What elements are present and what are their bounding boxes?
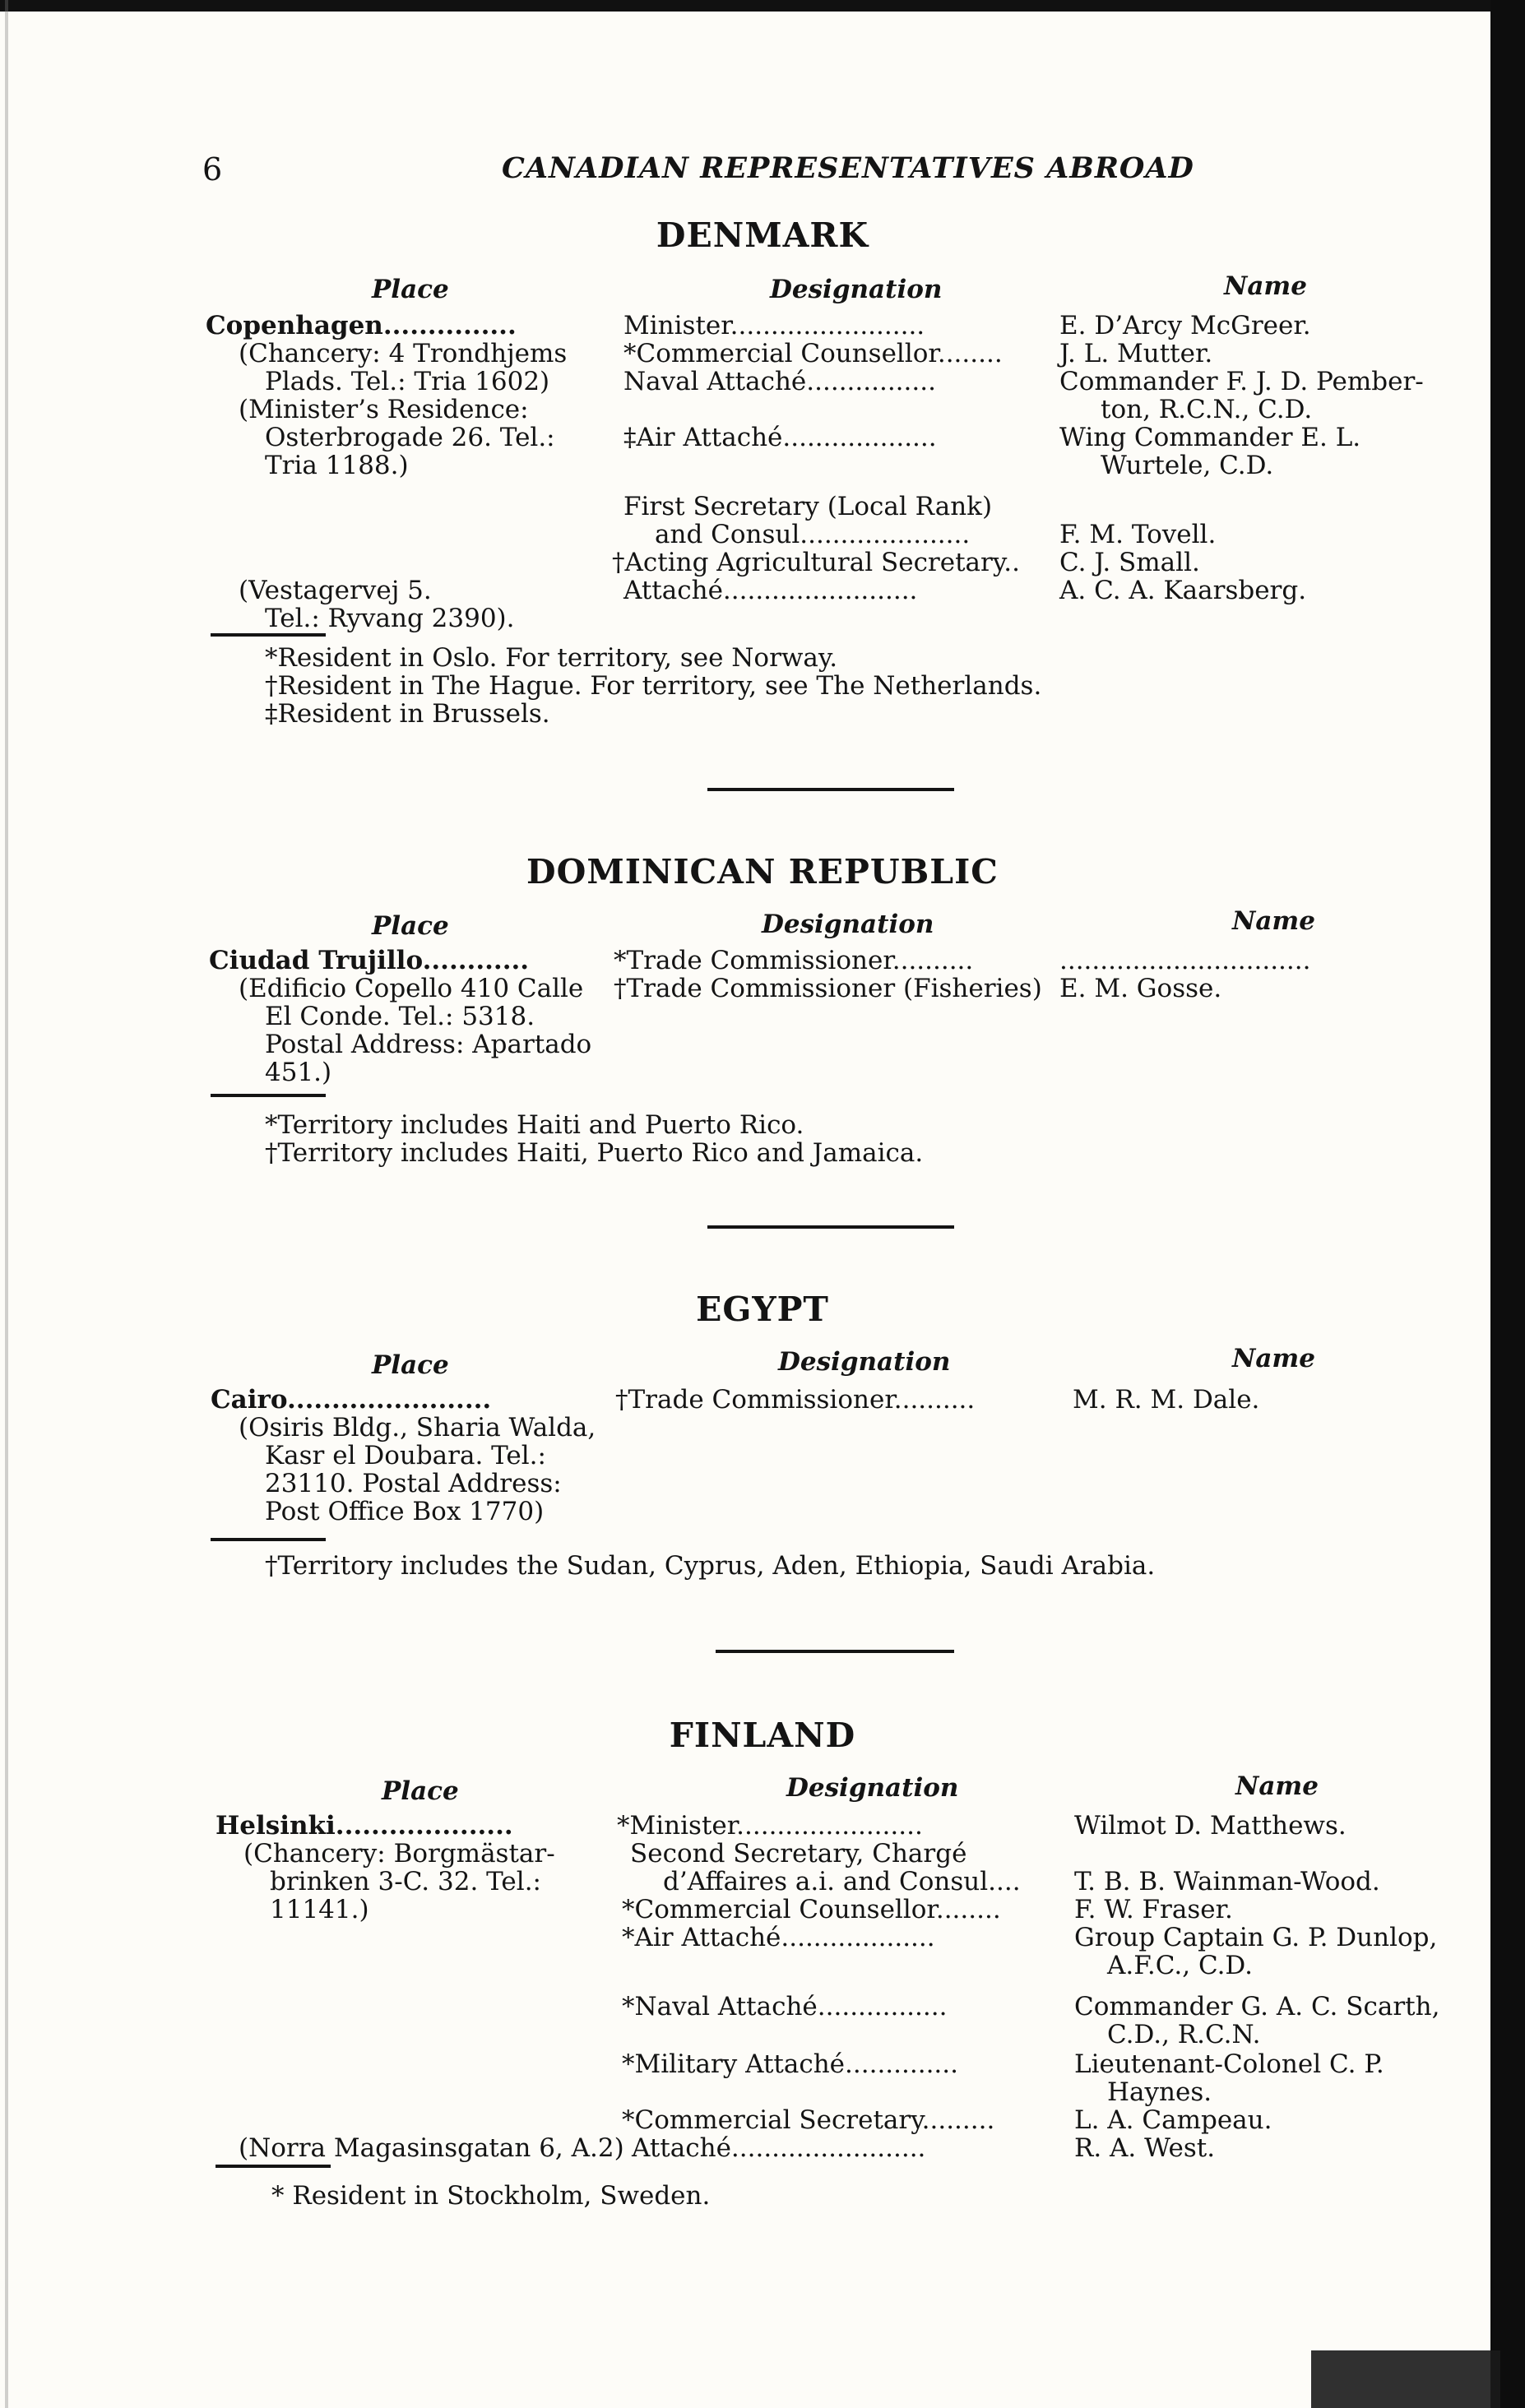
name-cell: T. B. B. Wainman-Wood.	[1074, 1867, 1380, 1896]
name-cell: ton, R.C.N., C.D.	[1101, 395, 1313, 424]
name-cell: A. C. A. Kaarsberg.	[1059, 576, 1307, 605]
footnote: ‡Resident in Brussels.	[265, 699, 550, 729]
designation-cell: First Secretary (Local Rank)	[623, 492, 993, 521]
column-header-name: Name	[1232, 906, 1315, 936]
section-divider	[707, 1225, 954, 1229]
designation-cell: Second Secretary, Chargé	[630, 1839, 967, 1869]
place-cell: brinken 3-C. 32. Tel.:	[270, 1867, 541, 1896]
name-cell: Commander G. A. C. Scarth,	[1074, 1992, 1440, 2021]
designation-cell: Naval Attaché................	[623, 367, 936, 396]
name-cell: Lieutenant-Colonel C. P.	[1074, 2049, 1384, 2079]
designation-cell: *Commercial Counsellor........	[622, 1895, 1001, 1924]
column-header-place: Place	[372, 911, 449, 941]
designation-cell: †Trade Commissioner..........	[615, 1385, 976, 1415]
place-cell: Postal Address: Apartado	[265, 1030, 592, 1059]
place-cell: Osterbrogade 26. Tel.:	[265, 423, 555, 452]
designation-cell: *Military Attaché..............	[622, 2049, 958, 2079]
column-header-designation: Designation	[762, 910, 934, 939]
footnote: * Resident in Stockholm, Sweden.	[271, 2181, 711, 2211]
place-cell: (Chancery: Borgmästar-	[243, 1839, 555, 1869]
name-cell: ...............................	[1059, 946, 1311, 975]
footnote-rule	[211, 1094, 326, 1097]
designation-cell: Minister........................	[623, 311, 925, 340]
name-cell: C.D., R.C.N.	[1107, 2020, 1261, 2049]
footnote-rule	[211, 633, 326, 637]
place-cell: Post Office Box 1770)	[265, 1497, 545, 1526]
place-cell: (Minister’s Residence:	[239, 395, 529, 424]
place-cell: Kasr el Doubara. Tel.:	[265, 1441, 546, 1470]
page-number: 6	[202, 151, 223, 188]
designation-cell: †Acting Agricultural Secretary..	[612, 548, 1020, 577]
place-cell: Copenhagen...............	[206, 311, 517, 340]
column-header-designation: Designation	[770, 275, 943, 304]
name-cell: F. W. Fraser.	[1074, 1895, 1233, 1924]
column-header-place: Place	[372, 1350, 449, 1380]
column-header-name: Name	[1224, 271, 1307, 301]
designation-cell: †Trade Commissioner (Fisheries)	[614, 974, 1042, 1003]
column-header-designation: Designation	[778, 1347, 951, 1377]
country-heading: EGYPT	[696, 1290, 829, 1329]
place-cell: Ciudad Trujillo............	[209, 946, 530, 975]
column-header-name: Name	[1235, 1771, 1319, 1801]
designation-cell: *Naval Attaché................	[622, 1992, 948, 2021]
name-cell: Commander F. J. D. Pember-	[1059, 367, 1424, 396]
name-cell: Haynes.	[1107, 2077, 1212, 2107]
column-header-designation: Designation	[786, 1773, 959, 1803]
scan-left-edge	[5, 0, 8, 2408]
footnote: †Territory includes the Sudan, Cyprus, Aden, Ethiopia, Saudi Arabia.	[265, 1551, 1156, 1581]
scan-right-border	[1490, 0, 1525, 2408]
section-divider	[716, 1650, 954, 1653]
place-cell: Helsinki....................	[216, 1811, 513, 1841]
designation-cell: Attaché........................	[632, 2133, 926, 2163]
name-cell: Group Captain G. P. Dunlop,	[1074, 1923, 1438, 1952]
place-cell: 11141.)	[270, 1895, 369, 1924]
country-heading: DOMINICAN REPUBLIC	[526, 852, 999, 891]
name-cell: R. A. West.	[1074, 2133, 1216, 2163]
column-header-name: Name	[1232, 1344, 1315, 1373]
column-header-place: Place	[372, 275, 449, 304]
footnote: †Resident in The Hague. For territory, see The Netherlands.	[265, 671, 1042, 701]
footnote-rule	[216, 2165, 331, 2168]
running-title: CANADIAN REPRESENTATIVES ABROAD	[502, 151, 1194, 185]
footnote: *Territory includes Haiti and Puerto Rico.	[265, 1110, 804, 1140]
name-cell: L. A. Campeau.	[1074, 2105, 1272, 2135]
footnote-rule	[211, 1538, 326, 1541]
country-heading: FINLAND	[669, 1716, 856, 1755]
name-cell: A.F.C., C.D.	[1107, 1951, 1254, 1980]
designation-cell: *Trade Commissioner..........	[614, 946, 974, 975]
place-cell: Plads. Tel.: Tria 1602)	[265, 367, 550, 396]
designation-cell: *Commercial Secretary.........	[622, 2105, 995, 2135]
designation-cell: and Consul.....................	[655, 520, 971, 549]
name-cell: E. D’Arcy McGreer.	[1059, 311, 1311, 340]
place-cell: Tria 1188.)	[265, 451, 409, 480]
name-cell: C. J. Small.	[1059, 548, 1200, 577]
place-cell: 23110. Postal Address:	[265, 1469, 562, 1498]
designation-cell: Attaché........................	[623, 576, 918, 605]
place-cell: El Conde. Tel.: 5318.	[265, 1002, 535, 1031]
place-cell: Tel.: Ryvang 2390).	[265, 604, 515, 633]
place-cell: (Chancery: 4 Trondhjems	[239, 339, 568, 368]
name-cell: Wurtele, C.D.	[1101, 451, 1274, 480]
name-cell: E. M. Gosse.	[1059, 974, 1222, 1003]
place-cell: (Vestagervej 5.	[239, 576, 432, 605]
designation-cell: *Commercial Counsellor........	[623, 339, 1003, 368]
country-heading: DENMARK	[656, 215, 869, 255]
name-cell: M. R. M. Dale.	[1073, 1385, 1260, 1415]
name-cell: Wilmot D. Matthews.	[1074, 1811, 1347, 1841]
page-header	[0, 151, 1525, 201]
name-cell: F. M. Tovell.	[1059, 520, 1217, 549]
place-cell: Cairo.......................	[211, 1385, 492, 1415]
place-cell: (Osiris Bldg., Sharia Walda,	[239, 1413, 596, 1442]
name-cell: Wing Commander E. L.	[1059, 423, 1361, 452]
scan-corner-mark	[1311, 2350, 1500, 2408]
place-cell: (Norra Magasinsgatan 6, A.2)	[239, 2133, 624, 2163]
scan-top-border	[0, 0, 1525, 12]
place-cell: 451.)	[265, 1058, 332, 1087]
column-header-place: Place	[382, 1776, 459, 1806]
designation-cell: ‡Air Attaché...................	[623, 423, 937, 452]
section-divider	[707, 788, 954, 791]
name-cell: J. L. Mutter.	[1059, 339, 1213, 368]
footnote: †Territory includes Haiti, Puerto Rico and Jamaica.	[265, 1138, 924, 1168]
footnote: *Resident in Oslo. For territory, see Norway.	[265, 643, 838, 673]
place-cell: (Edificio Copello 410 Calle	[239, 974, 584, 1003]
designation-cell: *Minister.......................	[617, 1811, 923, 1841]
designation-cell: *Air Attaché...................	[622, 1923, 935, 1952]
designation-cell: d’Affaires a.i. and Consul....	[663, 1867, 1021, 1896]
